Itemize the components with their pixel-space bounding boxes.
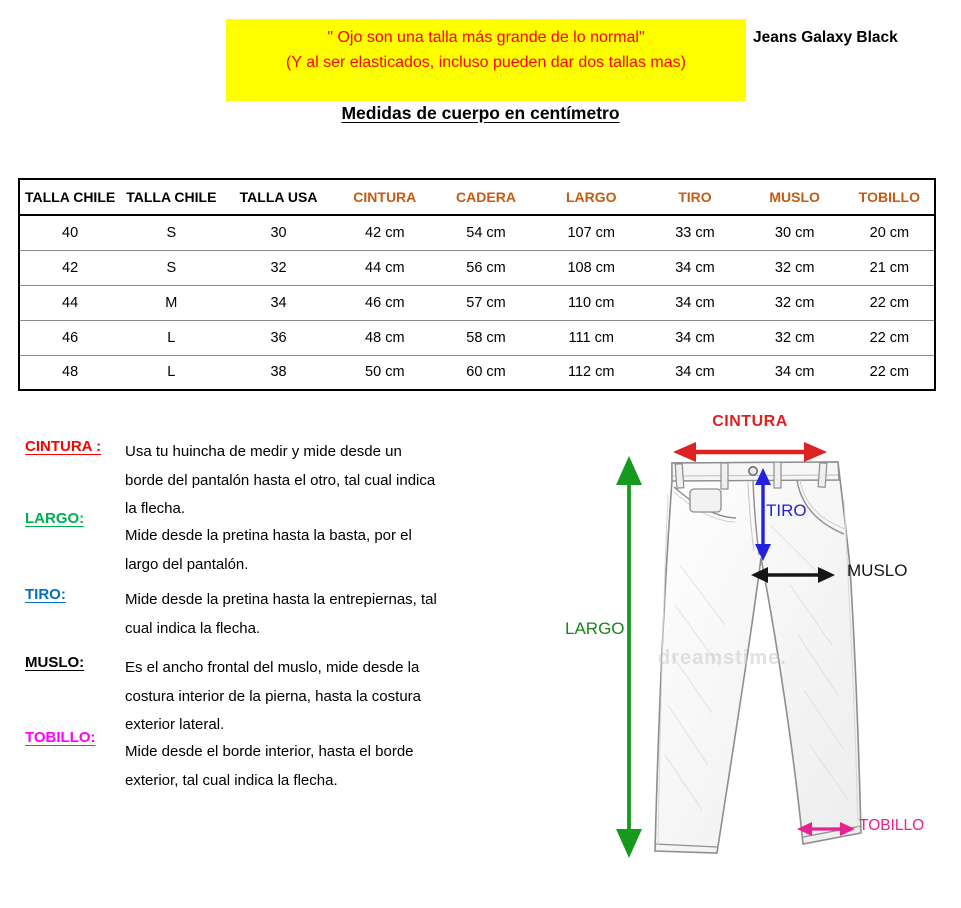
- table-row: [19, 320, 935, 355]
- table-cell: 22 cm: [845, 320, 935, 355]
- table-cell: S: [120, 250, 222, 285]
- table-cell: 108 cm: [537, 250, 645, 285]
- table-cell: 111 cm: [537, 320, 645, 355]
- table-cell: 42 cm: [335, 215, 435, 250]
- table-cell: 48: [19, 355, 120, 390]
- table-cell: 54 cm: [435, 215, 537, 250]
- table-cell: 30: [222, 215, 334, 250]
- column-header: CINTURA: [335, 179, 435, 215]
- definition-term: LARGO:: [25, 510, 85, 527]
- notice-banner: [226, 19, 746, 101]
- definition-text: Usa tu huincha de medir y mide desde un borde del pantalón hasta el otro, tal cual indica la flecha.: [125, 443, 436, 517]
- jeans-button: [749, 467, 757, 475]
- column-header: TALLA CHILE: [19, 179, 120, 215]
- table-cell: 112 cm: [537, 355, 645, 390]
- table-cell: L: [120, 355, 222, 390]
- definition-text: Mide desde la pretina hasta la basta, por el largo del pantalón.: [125, 527, 412, 573]
- definition-term: TOBILLO:: [25, 729, 96, 746]
- table-cell: 44: [19, 285, 120, 320]
- cintura-diagram-label: CINTURA: [712, 413, 788, 430]
- table-cell: L: [120, 320, 222, 355]
- column-header: TIRO: [645, 179, 744, 215]
- table-cell: S: [120, 215, 222, 250]
- tobillo-diagram-label: TOBILLO: [859, 817, 925, 834]
- table-cell: 46: [19, 320, 120, 355]
- product-title: Jeans Galaxy Black: [753, 29, 898, 46]
- table-cell: 32: [222, 250, 334, 285]
- size-table-head-row: [19, 179, 935, 215]
- table-cell: 48 cm: [335, 320, 435, 355]
- table-cell: 22 cm: [845, 355, 935, 390]
- table-cell: 34 cm: [645, 355, 744, 390]
- column-header: MUSLO: [745, 179, 845, 215]
- size-table-container: [18, 178, 936, 391]
- column-header: TALLA CHILE: [120, 179, 222, 215]
- table-cell: 34 cm: [645, 320, 744, 355]
- table-cell: 33 cm: [645, 215, 744, 250]
- table-cell: 107 cm: [537, 215, 645, 250]
- notice-line-2: (Y al ser elasticados, incluso pueden dar dos tallas mas): [286, 54, 686, 71]
- notice-line-1: " Ojo son una talla más grande de lo normal": [327, 29, 645, 46]
- tiro-diagram-label: TIRO: [766, 501, 807, 520]
- column-header: LARGO: [537, 179, 645, 215]
- table-cell: 38: [222, 355, 334, 390]
- table-cell: 36: [222, 320, 334, 355]
- table-cell: 22 cm: [845, 285, 935, 320]
- definition-text: Es el ancho frontal del muslo, mide desde la costura interior de la pierna, hasta la costura exterior lateral.: [125, 659, 421, 733]
- table-cell: 34 cm: [745, 355, 845, 390]
- table-cell: 50 cm: [335, 355, 435, 390]
- table-cell: 34 cm: [645, 250, 744, 285]
- table-cell: 57 cm: [435, 285, 537, 320]
- column-header: TALLA USA: [222, 179, 334, 215]
- table-cell: 32 cm: [745, 250, 845, 285]
- size-table-body: [19, 215, 935, 390]
- page-title: Medidas de cuerpo en centímetro: [341, 103, 620, 123]
- column-header: CADERA: [435, 179, 537, 215]
- table-row: [19, 250, 935, 285]
- largo-diagram-label: LARGO: [565, 619, 625, 638]
- jeans-sketch: [560, 405, 961, 885]
- definition-term: TIRO:: [25, 586, 66, 603]
- column-header: TOBILLO: [845, 179, 935, 215]
- jeans-measure-diagram: [560, 405, 961, 885]
- muslo-diagram-label: MUSLO: [847, 561, 908, 580]
- table-cell: 34 cm: [645, 285, 744, 320]
- table-cell: 30 cm: [745, 215, 845, 250]
- table-cell: 20 cm: [845, 215, 935, 250]
- definition-text: Mide desde la pretina hasta la entrepiernas, tal cual indica la flecha.: [125, 591, 437, 637]
- table-cell: 56 cm: [435, 250, 537, 285]
- definition-term: CINTURA :: [25, 438, 102, 455]
- table-cell: 58 cm: [435, 320, 537, 355]
- size-table: [18, 178, 936, 391]
- table-cell: 46 cm: [335, 285, 435, 320]
- table-cell: 34: [222, 285, 334, 320]
- table-cell: 42: [19, 250, 120, 285]
- table-row: [19, 285, 935, 320]
- table-cell: 60 cm: [435, 355, 537, 390]
- table-cell: 110 cm: [537, 285, 645, 320]
- table-cell: M: [120, 285, 222, 320]
- largo-arrow: [616, 456, 642, 858]
- table-cell: 32 cm: [745, 320, 845, 355]
- table-row: [19, 215, 935, 250]
- table-row: [19, 355, 935, 390]
- table-cell: 21 cm: [845, 250, 935, 285]
- cintura-arrow: [673, 442, 827, 462]
- definition-term: MUSLO:: [25, 654, 85, 671]
- table-cell: 44 cm: [335, 250, 435, 285]
- watermark-text: dreamstime.: [658, 647, 787, 669]
- table-cell: 32 cm: [745, 285, 845, 320]
- definition-text: Mide desde el borde interior, hasta el borde exterior, tal cual indica la flecha.: [125, 743, 414, 789]
- table-cell: 40: [19, 215, 120, 250]
